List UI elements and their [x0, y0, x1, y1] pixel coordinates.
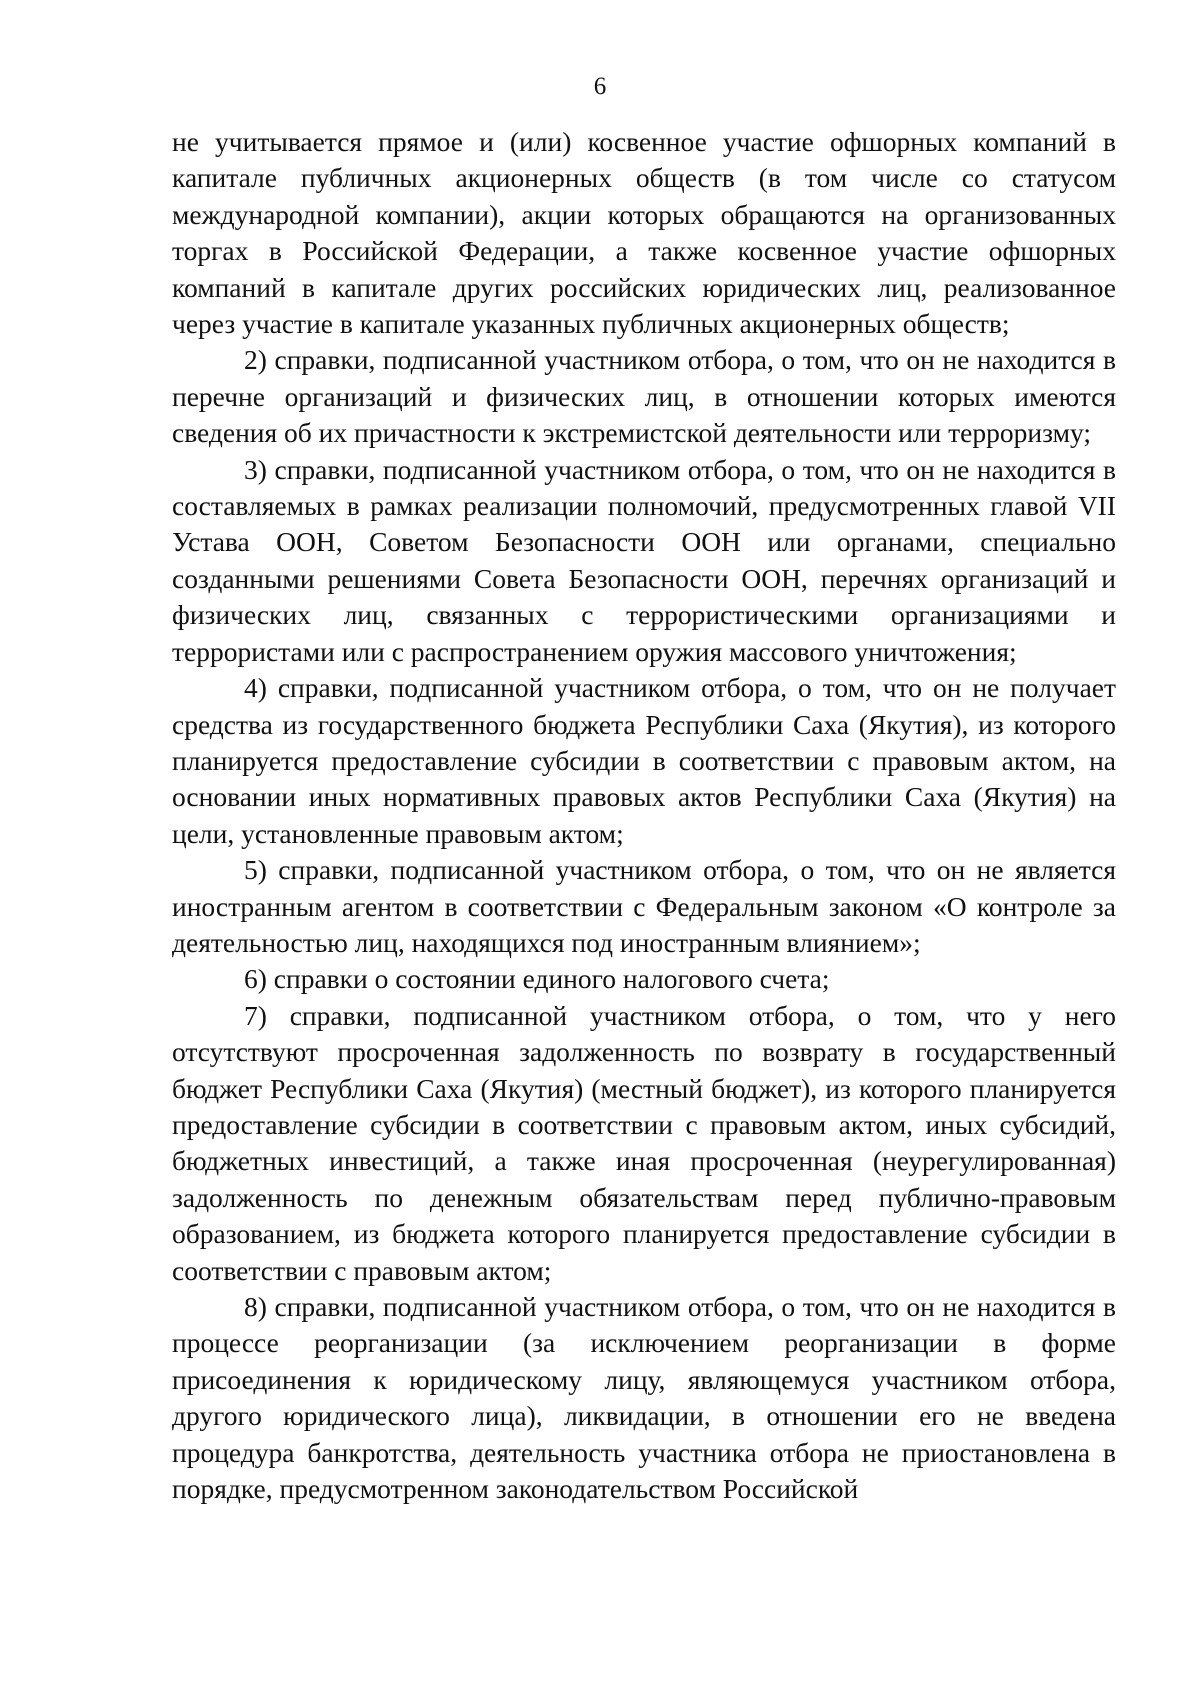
- paragraph-item-6: 6) справки о состоянии единого налогового счета;: [244, 963, 830, 995]
- page-number: 6: [593, 73, 607, 100]
- paragraph-continuation: не учитывается прямое и (или) косвенное участие офшорных компаний в капитале публичных акционерных обществ (в том числе со статусом международной компании), акции которых обращаются на организованных торгах в Российской Федерации, а также косвенное участие офшорных компаний в капитале других российских юридических лиц, реализованное через участие в капитале указанных публичных акционерных обществ;: [172, 126, 1116, 340]
- document-body: [172, 124, 1116, 1507]
- paragraph-item-7: 7) справки, подписанной участником отбора, о том, что у него отсутствуют просроченная задолженность по возврату в государственный бюджет Республики Саха (Якутия) (местный бюджет), из которого планируется предоставление субсидии в соответствии с правовым актом, иных субсидий, бюджетных инвестиций, а также иная просроченная (неурегулированная) задолженность по денежным обязательствам перед публично-правовым образованием, из бюджета которого планируется предоставление субсидии в соответствии с правовым актом;: [172, 999, 1116, 1286]
- paragraph-item-5: 5) справки, подписанной участником отбора, о том, что он не является иностранным агентом в соответствии с Федеральным законом «О контроле за деятельностью лиц, находящихся под иностранным влиянием»;: [172, 854, 1116, 958]
- paragraph-item-3: 3) справки, подписанной участником отбора, о том, что он не находится в составляемых в рамках реализации полномочий, предусмотренных главой VII Устава ООН, Советом Безопасности ООН или органами, специально созданными решениями Совета Безопасности ООН, перечнях организаций и физических лиц, связанных с террористическими организациями и террористами или с распространением оружия массового уничтожения;: [172, 453, 1116, 667]
- paragraph-item-4: 4) справки, подписанной участником отбора, о том, что он не получает средства из государственного бюджета Республики Саха (Якутия), из которого планируется предоставление субсидии в соответствии с правовым актом, на основании иных нормативных правовых актов Республики Саха (Якутия) на цели, установленные правовым актом;: [172, 672, 1116, 849]
- paragraph-item-8: 8) справки, подписанной участником отбора, о том, что он не находится в процессе реорганизации (за исключением реорганизации в форме присоединения к юридическому лицу, являющемуся участником отбора, другого юридического лица), ликвидации, в отношении его не введена процедура банкротства, деятельность участника отбора не приостановлена в порядке, предусмотренном законодательством Российской: [172, 1291, 1116, 1505]
- paragraph-item-2: 2) справки, подписанной участником отбора, о том, что он не находится в перечне организаций и физических лиц, в отношении которых имеются сведения об их причастности к экстремистской деятельности или терроризму;: [172, 344, 1116, 449]
